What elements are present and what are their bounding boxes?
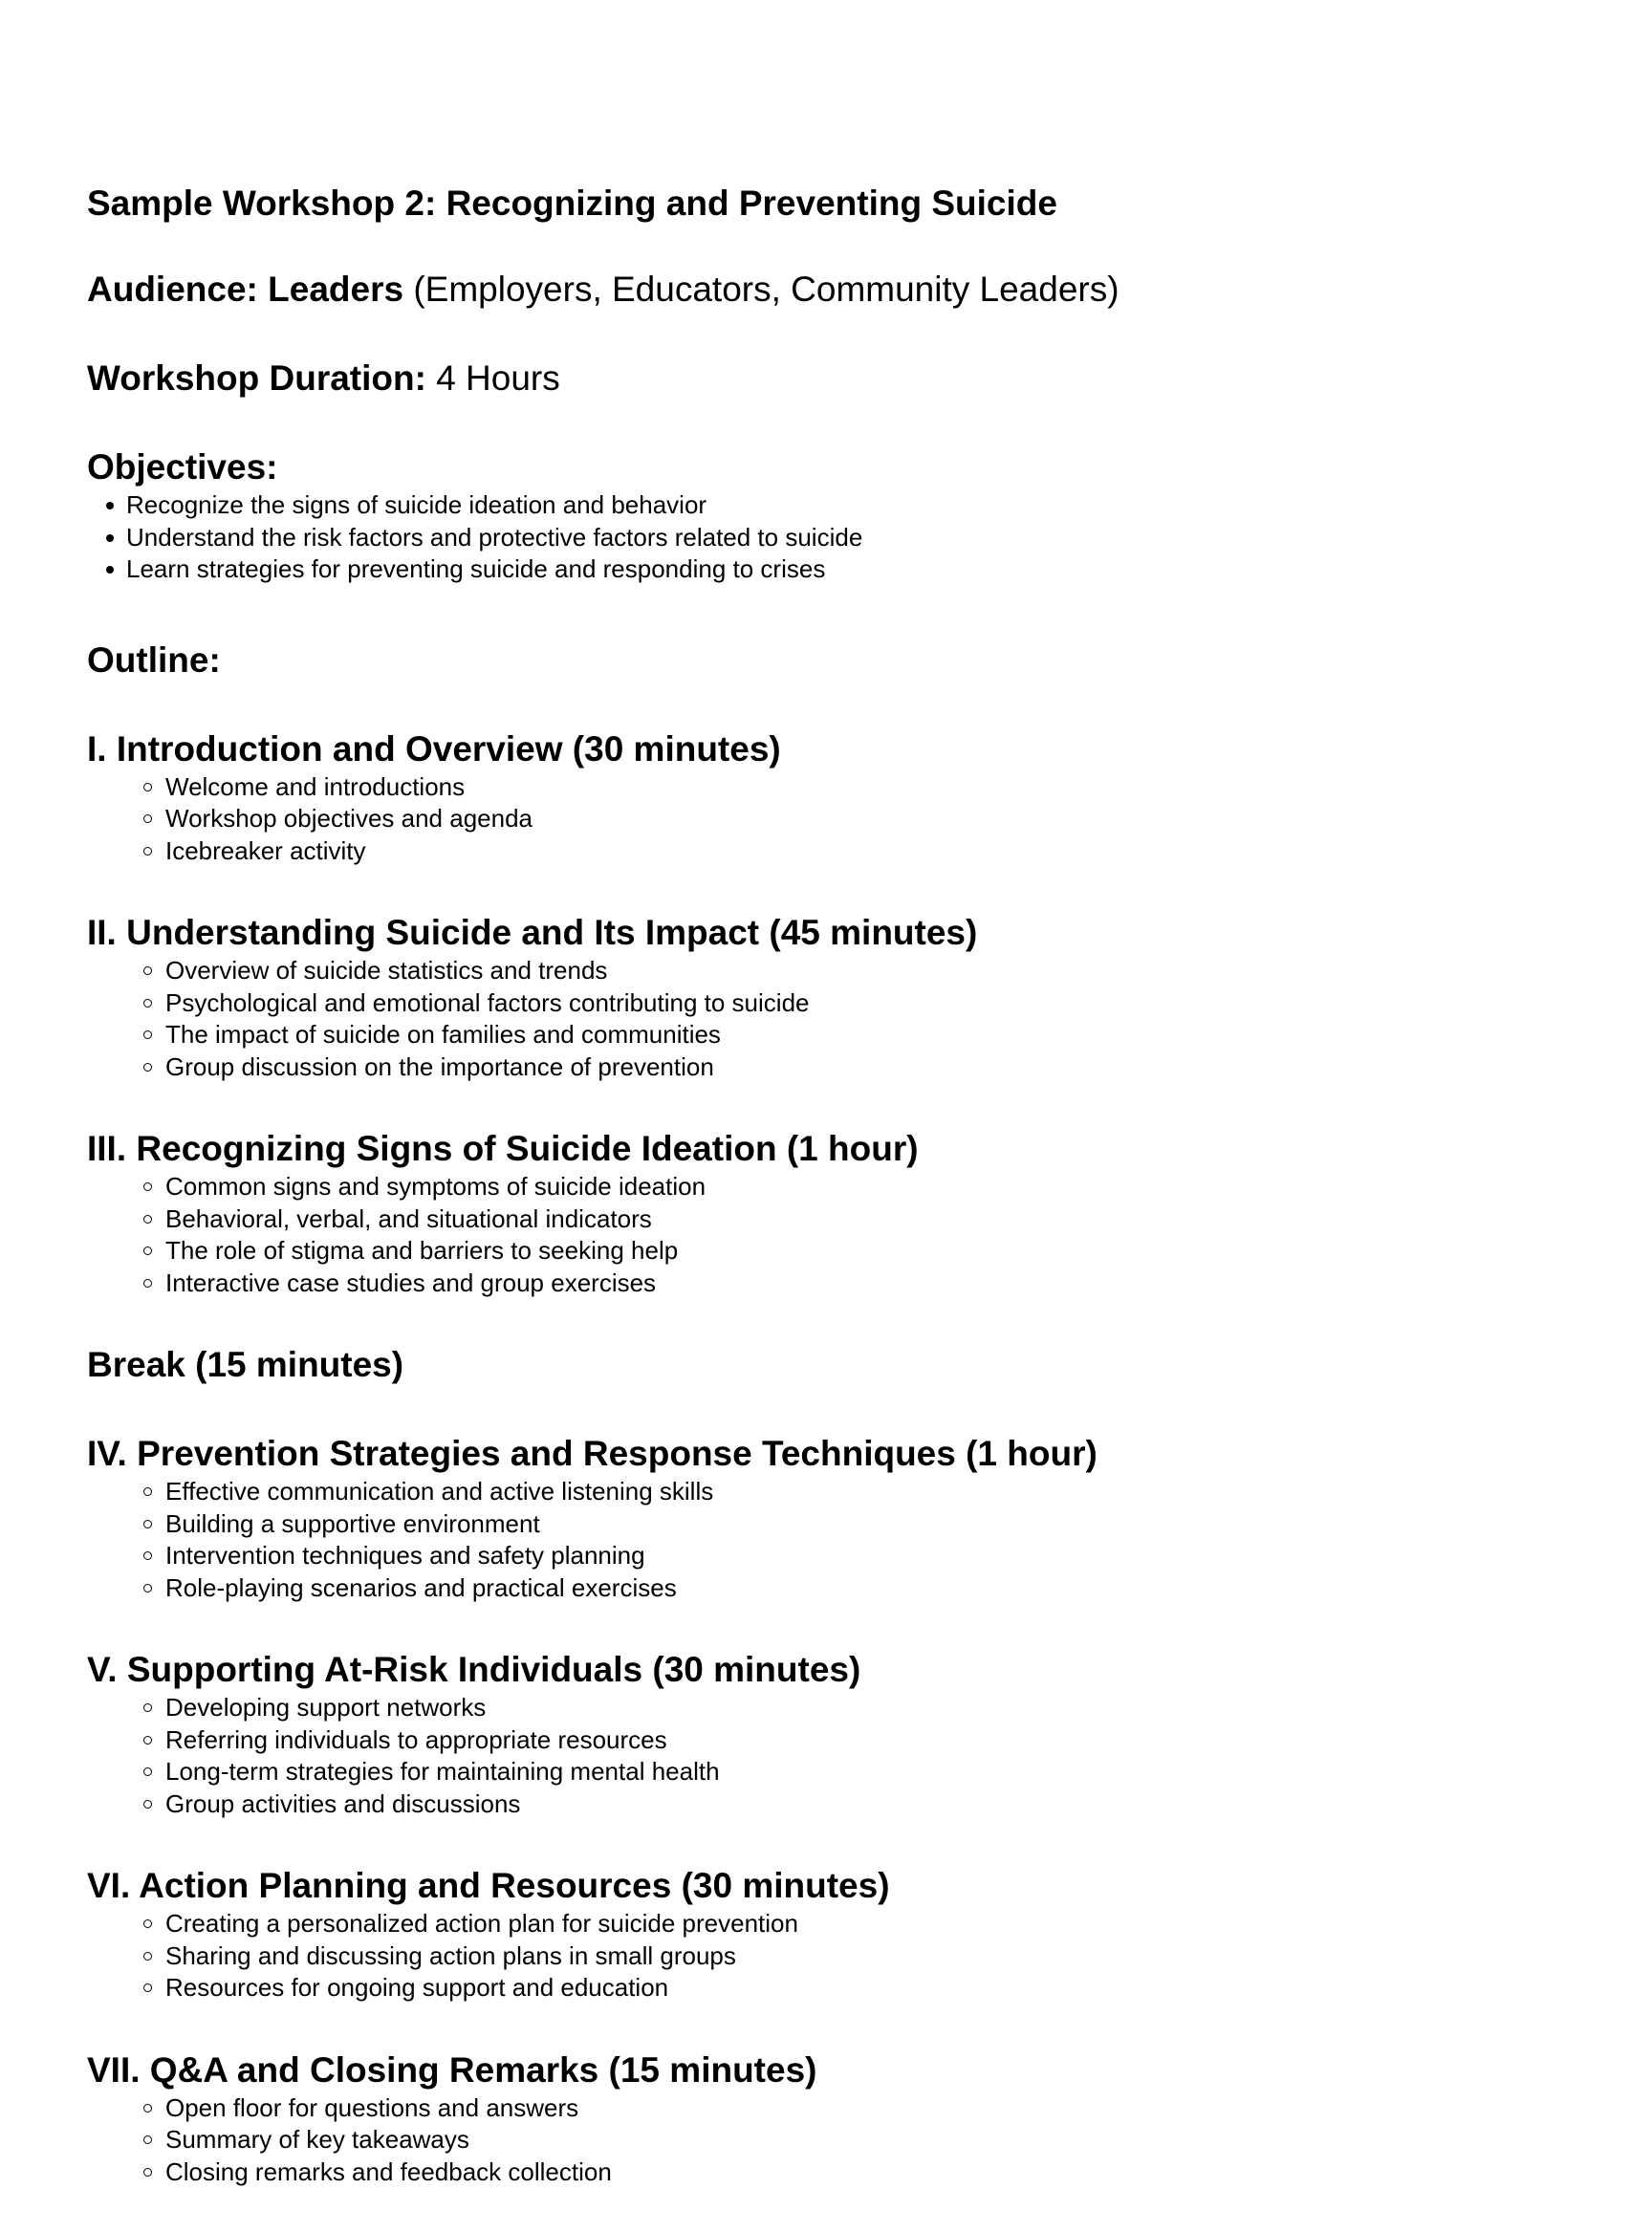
section-items [87,1171,1578,1299]
list-item: Closing remarks and feedback collection [87,2156,1578,2189]
section-heading: II. Understanding Suicide and Its Impact (45 minutes) [87,913,978,952]
objective-item: Understand the risk factors and protective factors related to suicide [87,522,1578,554]
list-item: The role of stigma and barriers to seeking help [87,1235,1578,1268]
outline-section-3 [87,1127,1578,1299]
section-items [87,771,1578,868]
outline-section-2 [87,911,1578,1083]
outline-section-4 [87,1432,1578,1604]
outline-section-1 [87,727,1578,868]
section-items [87,1476,1578,1604]
list-item: Resources for ongoing support and education [87,1972,1578,2004]
list-item: Welcome and introductions [87,771,1578,804]
section-items [87,1692,1578,1820]
list-item: Developing support networks [87,1692,1578,1724]
document-page [87,182,1578,2232]
outline-section-5 [87,1648,1578,1820]
list-item: Role-playing scenarios and practical exercises [87,1572,1578,1605]
objectives-list [87,489,1578,586]
audience-value: (Employers, Educators, Community Leaders) [403,270,1119,309]
list-item: Sharing and discussing action plans in small groups [87,1940,1578,1973]
objective-item: Recognize the signs of suicide ideation and behavior [87,489,1578,522]
list-item: The impact of suicide on families and communities [87,1019,1578,1051]
list-item: Psychological and emotional factors contributing to suicide [87,987,1578,1020]
list-item: Group activities and discussions [87,1788,1578,1821]
section-items [87,2092,1578,2189]
section-heading: I. Introduction and Overview (30 minutes) [87,728,781,769]
section-heading: V. Supporting At-Risk Individuals (30 minutes) [87,1650,861,1689]
list-item: Open floor for questions and answers [87,2092,1578,2125]
outline-section-6 [87,1864,1578,2004]
list-item: Overview of suicide statistics and trends [87,955,1578,987]
list-item: Icebreaker activity [87,835,1578,868]
document-title: Sample Workshop 2: Recognizing and Preventing Suicide [87,184,1057,223]
list-item: Creating a personalized action plan for suicide prevention [87,1908,1578,1940]
duration-line [87,357,1578,401]
list-item: Referring individuals to appropriate resources [87,1724,1578,1757]
section-items [87,1908,1578,2004]
objectives-heading: Objectives: [87,447,278,487]
section-heading: VII. Q&A and Closing Remarks (15 minutes) [87,2049,817,2090]
list-item: Workshop objectives and agenda [87,803,1578,835]
list-item: Effective communication and active listening skills [87,1476,1578,1508]
section-heading: III. Recognizing Signs of Suicide Ideation (1 hour) [87,1129,919,1168]
list-item: Building a supportive environment [87,1508,1578,1541]
list-item: Group discussion on the importance of prevention [87,1051,1578,1084]
duration-value: 4 Hours [425,358,560,398]
objective-item: Learn strategies for preventing suicide and responding to crises [87,553,1578,586]
list-item: Summary of key takeaways [87,2124,1578,2156]
audience-label: Audience: Leaders [87,270,404,309]
break-heading: Break (15 minutes) [87,1345,404,1384]
audience-line [87,268,1578,312]
list-item: Intervention techniques and safety planning [87,1540,1578,1572]
section-items [87,955,1578,1083]
list-item: Behavioral, verbal, and situational indicators [87,1203,1578,1236]
section-heading: IV. Prevention Strategies and Response Techniques (1 hour) [87,1434,1098,1473]
list-item: Long-term strategies for maintaining mental health [87,1756,1578,1788]
duration-label: Workshop Duration: [87,358,426,398]
list-item: Interactive case studies and group exercises [87,1268,1578,1300]
outline-section-7 [87,2048,1578,2189]
outline-heading: Outline: [87,639,221,680]
section-heading: VI. Action Planning and Resources (30 minutes) [87,1866,890,1905]
list-item: Common signs and symptoms of suicide ideation [87,1171,1578,1203]
